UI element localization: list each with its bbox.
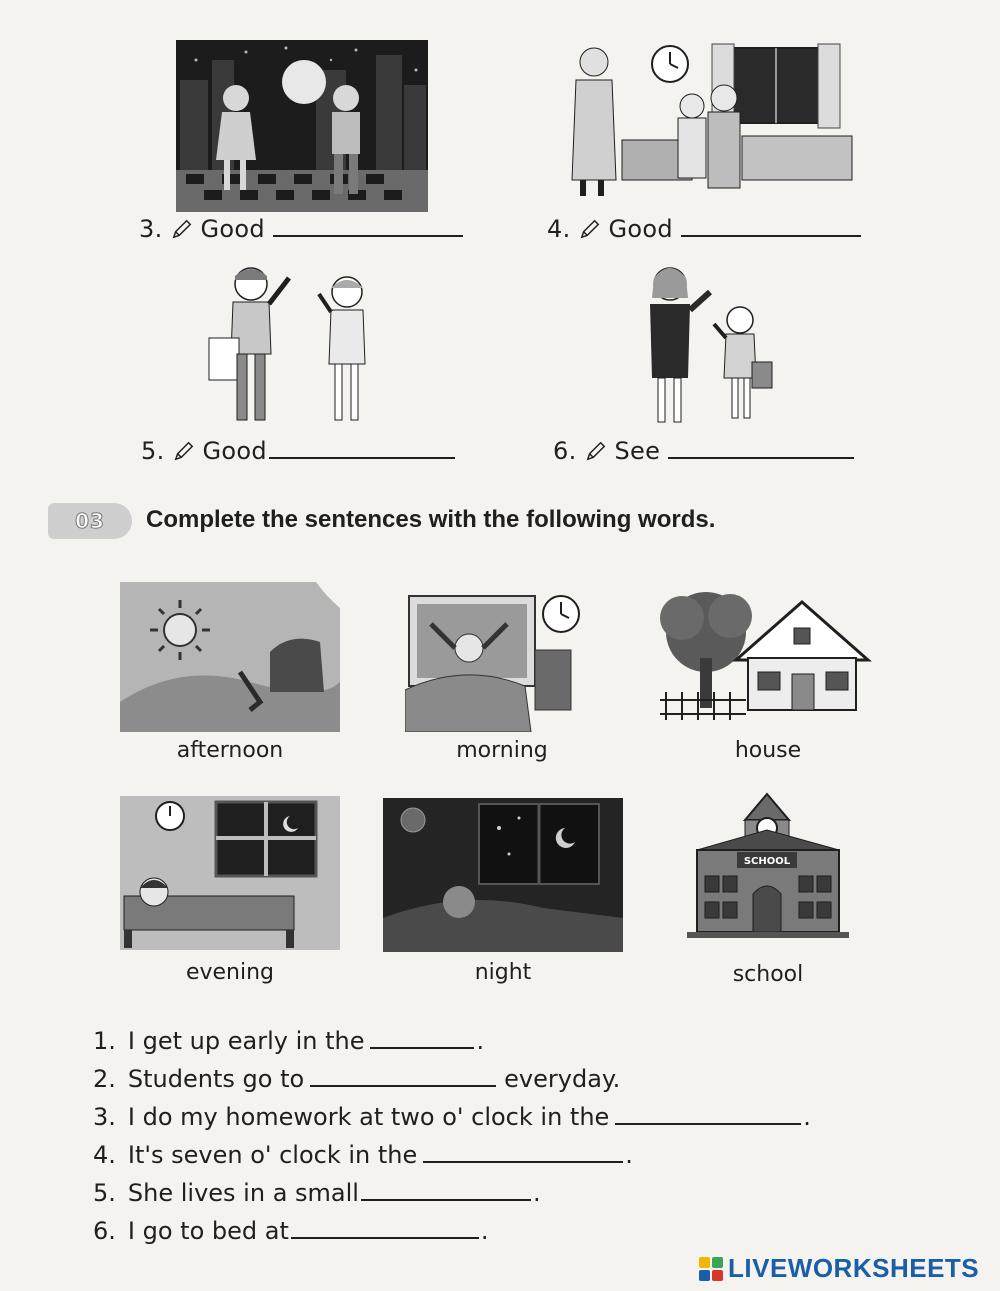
greeting-number: 3. — [139, 215, 163, 243]
sentence-number: 6. — [93, 1217, 116, 1245]
greeting-item-5 — [141, 437, 455, 465]
exercise-number: 03 — [75, 509, 105, 533]
sentence-answer-blank[interactable] — [370, 1027, 474, 1049]
greeting-number: 4. — [547, 215, 571, 243]
liveworksheets-logo-icon — [698, 1256, 724, 1282]
word-afternoon: afternoon — [176, 738, 284, 763]
exercise-instruction: Complete the sentences with the following words. — [146, 506, 716, 533]
sentence-text-after: . — [803, 1103, 811, 1131]
sentence-text-before: It's seven o' clock in the — [127, 1141, 418, 1169]
picture-good-night-bedroom — [566, 40, 862, 205]
greeting-word: Good — [200, 215, 265, 243]
exercise-number-badge — [48, 503, 132, 539]
pencil-icon — [171, 218, 193, 240]
sentence-item-1 — [93, 1022, 811, 1060]
sentence-text-after: everyday. — [504, 1065, 621, 1093]
word-house: house — [734, 738, 802, 763]
word-night: night — [474, 960, 532, 985]
pencil-icon — [585, 440, 607, 462]
pencil-icon — [173, 440, 195, 462]
sentence-number: 1. — [93, 1027, 116, 1055]
liveworksheets-brand-text: LIVEWORKSHEETS — [728, 1253, 980, 1283]
picture-afternoon — [120, 582, 340, 732]
answer-blank[interactable] — [681, 217, 861, 237]
sentence-text-after: . — [480, 1217, 489, 1245]
picture-good-night — [176, 40, 428, 212]
school-sign-text: SCHOOL — [743, 856, 791, 867]
picture-see-you — [630, 262, 780, 430]
word-evening: evening — [185, 960, 275, 985]
sentence-item-3 — [93, 1098, 811, 1136]
sentence-number: 2. — [93, 1065, 116, 1093]
sentence-item-5 — [93, 1174, 811, 1212]
picture-morning — [405, 590, 585, 732]
pencil-icon — [579, 218, 601, 240]
answer-blank[interactable] — [269, 439, 455, 459]
sentence-text-before: Students go to — [127, 1065, 305, 1093]
sentence-text-after: . — [532, 1179, 541, 1207]
picture-school — [683, 790, 853, 942]
sentence-item-2 — [93, 1060, 811, 1098]
sentence-answer-blank[interactable] — [291, 1217, 479, 1239]
greeting-number: 6. — [553, 437, 577, 465]
sentence-answer-blank[interactable] — [310, 1065, 496, 1087]
sentence-item-4 — [93, 1136, 811, 1174]
liveworksheets-logo[interactable] — [698, 1253, 979, 1284]
sentence-answer-blank[interactable] — [361, 1179, 531, 1201]
sentence-text-before: I go to bed at — [127, 1217, 289, 1245]
sentence-text-before: She lives in a small — [127, 1179, 359, 1207]
sentence-list — [93, 1022, 811, 1250]
sentence-number: 3. — [93, 1103, 116, 1131]
picture-night — [383, 798, 623, 952]
sentence-text-before: I get up early in the — [127, 1027, 365, 1055]
word-morning: morning — [456, 738, 548, 763]
word-school: school — [732, 962, 804, 987]
sentence-answer-blank[interactable] — [423, 1141, 623, 1163]
greeting-number: 5. — [141, 437, 165, 465]
sentence-text-after: . — [476, 1027, 485, 1055]
greeting-item-3 — [139, 215, 463, 243]
sentence-text-before: I do my homework at two o' clock in the — [127, 1103, 610, 1131]
greeting-word: Good — [608, 215, 673, 243]
greeting-item-6 — [553, 437, 854, 465]
greeting-item-4 — [547, 215, 861, 243]
sentence-text-after: . — [625, 1141, 633, 1169]
answer-blank[interactable] — [668, 439, 854, 459]
answer-blank[interactable] — [273, 217, 463, 237]
sentence-answer-blank[interactable] — [615, 1103, 801, 1125]
picture-house — [656, 588, 880, 724]
greeting-word: Good — [202, 437, 267, 465]
sentence-item-6 — [93, 1212, 811, 1250]
sentence-number: 4. — [93, 1141, 116, 1169]
picture-evening — [120, 796, 340, 950]
picture-good-bye-students — [205, 264, 397, 430]
greeting-word: See — [614, 437, 661, 465]
sentence-number: 5. — [93, 1179, 116, 1207]
